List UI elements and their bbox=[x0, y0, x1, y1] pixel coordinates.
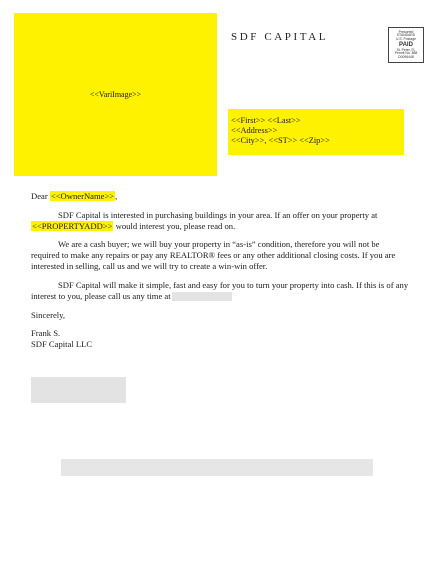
paragraph-contact-text: SDF Capital will make it simple, fast and easy for you to turn your property into cash. If this is of any interest to you, please call us any time at bbox=[31, 279, 409, 301]
signature-block bbox=[31, 328, 409, 350]
redacted-phone bbox=[172, 292, 232, 301]
postage-line-city: St. Peter, FL bbox=[396, 47, 416, 52]
variable-image-placeholder bbox=[14, 13, 217, 176]
variable-image-label: <<VariImage>> bbox=[89, 90, 142, 99]
signer-company: SDF Capital LLC bbox=[31, 339, 93, 350]
postage-line-standard: STANDARD bbox=[396, 33, 416, 38]
salutation bbox=[31, 191, 409, 202]
salutation-suffix: , bbox=[115, 191, 118, 201]
paragraph-interest-end: would interest you, please read on. bbox=[113, 220, 236, 231]
address-city-line: <<City>>, <<ST>> <<Zip>> bbox=[231, 136, 330, 146]
paragraph-interest bbox=[31, 210, 409, 232]
postage-indicia bbox=[388, 27, 424, 63]
signer-name: Frank S. bbox=[31, 328, 61, 339]
address-name-line: <<First>> <<Last>> bbox=[231, 116, 301, 125]
postage-paid: PAID bbox=[399, 41, 413, 48]
letter-body bbox=[31, 191, 409, 350]
paragraph-cash-buyer: We are a cash buyer; we will buy your property in “as-is” condition, therefore you will not be required to make any repairs or pay any REALTOR® fees or any other additional closing costs. If you are interested in selling, call us and we will try to create a win-win offer. bbox=[31, 239, 396, 272]
postage-line-presorted: Presorted bbox=[398, 29, 414, 34]
recipient-address-block bbox=[228, 109, 404, 155]
closing: Sincerely, bbox=[31, 309, 66, 320]
address-street-line: <<Address>> bbox=[231, 126, 278, 136]
postage-line-code: D0096448 bbox=[398, 54, 414, 59]
salutation-prefix: Dear bbox=[31, 191, 50, 201]
redacted-signature bbox=[31, 377, 126, 403]
redacted-footer bbox=[61, 459, 373, 476]
owner-name-field: <<OwnerName>> bbox=[50, 191, 115, 201]
paragraph-interest-start: SDF Capital is interested in purchasing buildings in your area. If an offer on your property at bbox=[58, 209, 378, 220]
postage-line-us-postage: U.S. Postage bbox=[396, 36, 416, 41]
property-address-field: <<PROPERTYADD>> bbox=[32, 220, 113, 231]
brand-logo: SDF CAPITAL bbox=[231, 31, 329, 43]
paragraph-contact bbox=[31, 280, 409, 302]
postage-line-permit: Permit No. 888 bbox=[394, 51, 418, 56]
